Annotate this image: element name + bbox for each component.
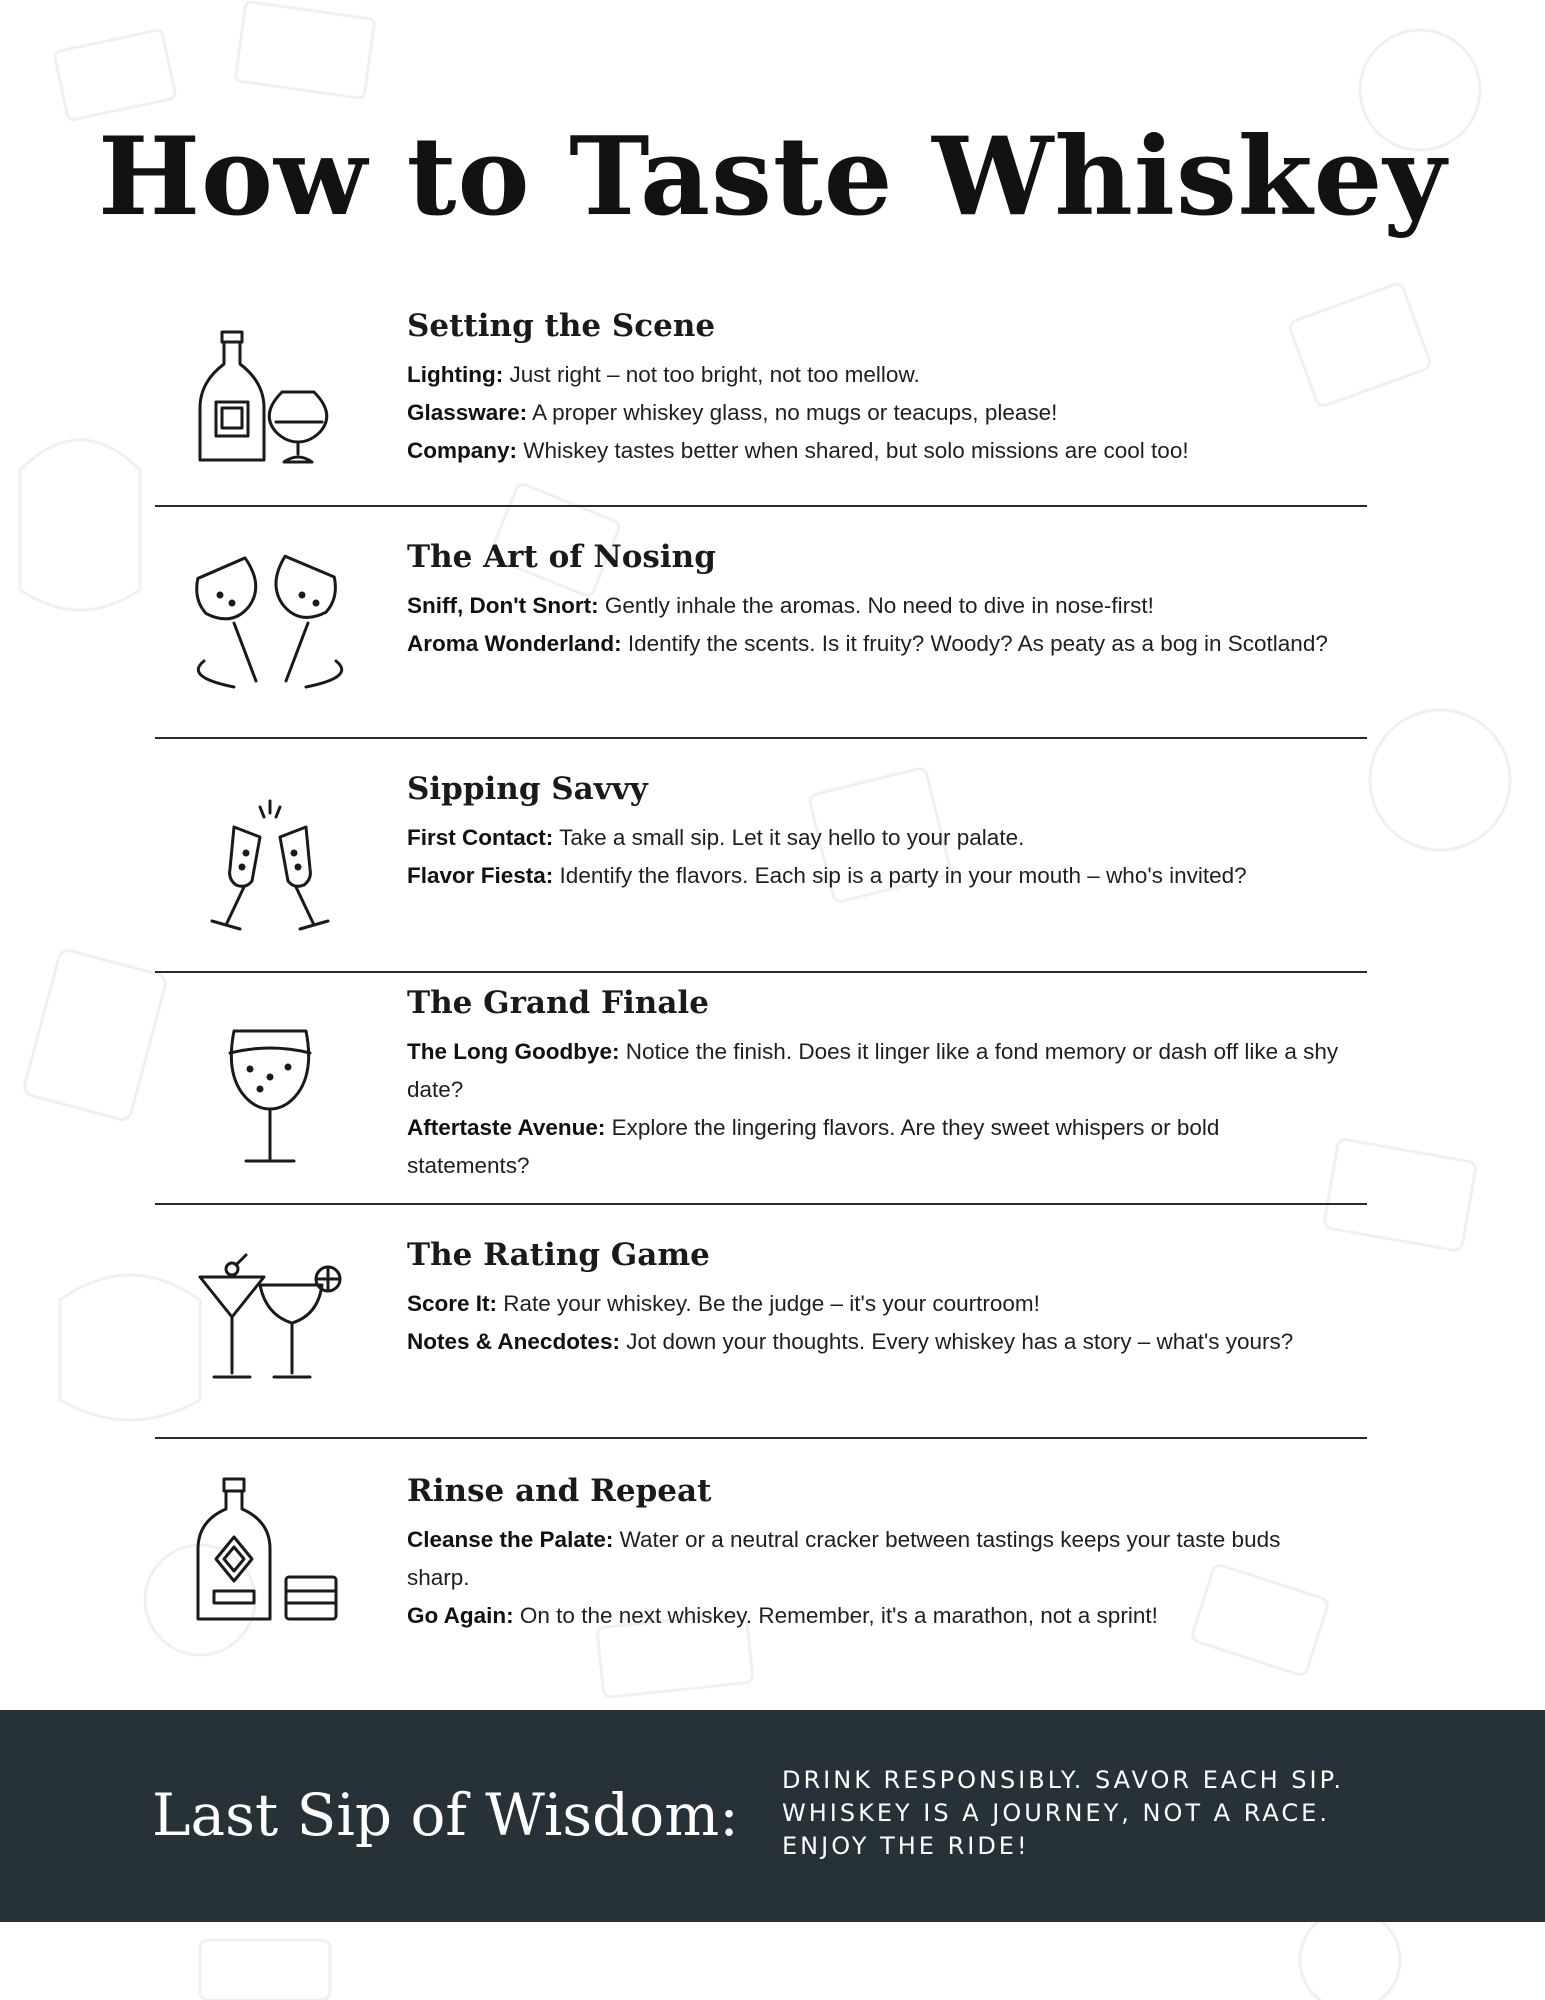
toasting-flutes-icon <box>190 787 350 947</box>
item-text: Explore the lingering flavors. Are they sweet whispers or bold statements? <box>407 1115 1220 1178</box>
item-text: Jot down your thoughts. Every whiskey has a story – what's yours? <box>619 1329 1294 1354</box>
item-text: Water or a neutral cracker between tastings keeps your taste buds sharp. <box>407 1527 1281 1590</box>
section-sipping-savvy <box>155 739 1367 973</box>
footer-line: ENJOY THE RIDE! <box>782 1832 1030 1860</box>
list-item <box>407 1033 1347 1109</box>
section-heading: Rinse and Repeat <box>407 1473 712 1509</box>
list-item <box>407 819 1347 857</box>
cocktail-glasses-icon <box>190 1245 350 1405</box>
section-setting-the-scene <box>155 300 1367 507</box>
item-label: The Long Goodbye: <box>407 1039 620 1064</box>
footer-banner <box>0 1710 1545 1922</box>
section-heading: Sipping Savvy <box>407 771 648 807</box>
item-label: Sniff, Don't Snort: <box>407 593 599 618</box>
list-item <box>407 857 1347 895</box>
section-art-of-nosing <box>155 507 1367 739</box>
item-label: Flavor Fiesta: <box>407 863 554 888</box>
wine-glass-icon <box>190 1017 350 1177</box>
item-label: Company: <box>407 438 518 463</box>
item-text: Whiskey tastes better when shared, but solo missions are cool too! <box>517 438 1189 463</box>
item-label: Lighting: <box>407 362 504 387</box>
section-text <box>407 983 1347 1185</box>
section-text <box>407 537 1347 663</box>
item-text: Take a small sip. Let it say hello to your palate. <box>553 825 1025 850</box>
list-item <box>407 356 1347 394</box>
swirling-glasses-icon <box>190 543 350 703</box>
item-label: Notes & Anecdotes: <box>407 1329 620 1354</box>
footer-label: Last Sip of Wisdom: <box>152 1781 739 1849</box>
item-label: Go Again: <box>407 1603 514 1628</box>
footer-line: WHISKEY IS A JOURNEY, NOT A RACE. <box>782 1799 1330 1827</box>
list-item <box>407 1109 1347 1185</box>
list-item <box>407 1323 1347 1361</box>
item-label: Aroma Wonderland: <box>407 631 622 656</box>
item-text: Just right – not too bright, not too mellow. <box>503 362 920 387</box>
section-rating-game <box>155 1205 1367 1439</box>
bottle-and-tumbler-icon <box>190 1473 350 1633</box>
list-item <box>407 625 1347 663</box>
list-item <box>407 1285 1347 1323</box>
list-item <box>407 1597 1347 1635</box>
section-text <box>407 769 1347 895</box>
list-item <box>407 587 1347 625</box>
section-text <box>407 1235 1347 1361</box>
whiskey-bottle-and-snifter-icon <box>190 314 350 474</box>
footer-message <box>782 1764 1422 1863</box>
list-item <box>407 432 1347 470</box>
item-text: A proper whiskey glass, no mugs or teacups, please! <box>527 400 1058 425</box>
section-grand-finale <box>155 973 1367 1205</box>
item-text: Identify the flavors. Each sip is a party in your mouth – who's invited? <box>553 863 1247 888</box>
item-text: Rate your whiskey. Be the judge – it's your courtroom! <box>497 1291 1040 1316</box>
item-label: Cleanse the Palate: <box>407 1527 614 1552</box>
section-heading: The Grand Finale <box>407 985 709 1021</box>
item-label: Score It: <box>407 1291 498 1316</box>
section-rinse-and-repeat <box>155 1439 1367 1639</box>
section-heading: Setting the Scene <box>407 308 716 344</box>
page-title: How to Taste Whiskey <box>97 114 1448 240</box>
section-heading: The Rating Game <box>407 1237 710 1273</box>
item-text: Identify the scents. Is it fruity? Woody? As peaty as a bog in Scotland? <box>621 631 1328 656</box>
item-text: Gently inhale the aromas. No need to dive in nose-first! <box>598 593 1154 618</box>
item-label: Aftertaste Avenue: <box>407 1115 606 1140</box>
section-heading: The Art of Nosing <box>407 539 716 575</box>
item-label: Glassware: <box>407 400 528 425</box>
section-text <box>407 306 1347 470</box>
list-item <box>407 1521 1347 1597</box>
item-text: Notice the finish. Does it linger like a fond memory or dash off like a shy date? <box>407 1039 1339 1102</box>
item-text: On to the next whiskey. Remember, it's a marathon, not a sprint! <box>513 1603 1158 1628</box>
list-item <box>407 394 1347 432</box>
footer-line: DRINK RESPONSIBLY. SAVOR EACH SIP. <box>782 1766 1344 1794</box>
item-label: First Contact: <box>407 825 554 850</box>
section-text <box>407 1471 1347 1635</box>
